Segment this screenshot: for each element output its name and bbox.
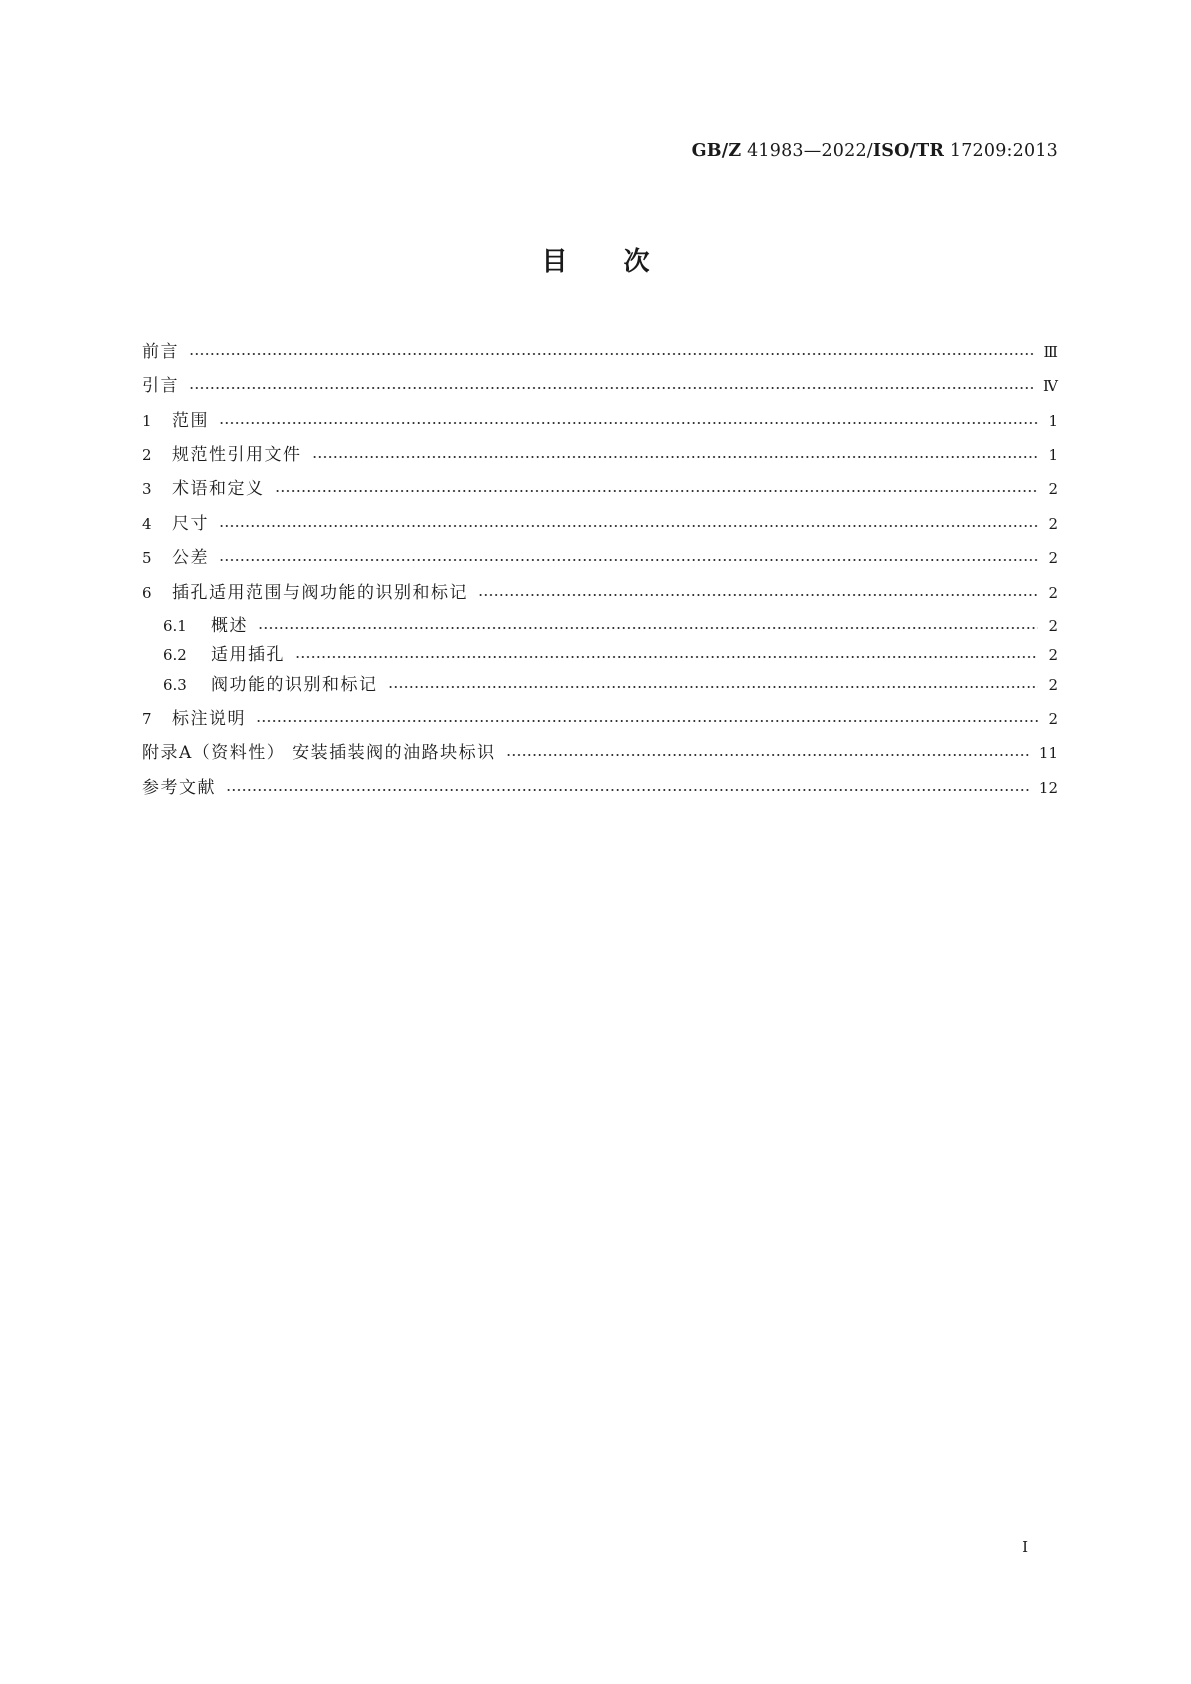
toc-entry-6[interactable]	[142, 581, 1058, 605]
toc-entry-number: 6.1	[163, 617, 187, 635]
toc-entry-bibliography[interactable]	[142, 776, 1058, 800]
toc-entry-text: 标注说明	[172, 709, 246, 729]
toc-entry-text: 适用插孔	[211, 645, 285, 665]
toc-dot-leader	[506, 754, 1029, 756]
toc-dot-leader	[226, 789, 1029, 791]
toc-entry-number: 4	[142, 515, 152, 533]
iso-code: ISO/TR	[872, 141, 945, 161]
toc-dot-leader	[219, 525, 1038, 527]
toc-entry-text: 术语和定义	[172, 479, 265, 499]
toc-entry-number: 3	[142, 480, 152, 498]
toc-entry-5[interactable]	[142, 546, 1058, 570]
toc-dot-leader	[219, 559, 1038, 561]
toc-entry-page: 2	[1048, 515, 1058, 533]
toc-entry-2[interactable]	[142, 443, 1058, 467]
iso-number-year: 17209:2013	[944, 141, 1058, 161]
toc-entry-6-2[interactable]	[163, 643, 1058, 667]
toc-dot-leader	[312, 456, 1039, 458]
toc-entry-page: 1	[1048, 412, 1058, 430]
toc-entry-page: 2	[1048, 676, 1058, 694]
toc-entry-1[interactable]	[142, 409, 1058, 433]
toc-entry-text: 参考文献	[142, 778, 216, 798]
toc-dot-leader	[256, 720, 1038, 722]
toc-entry-text: 范围	[172, 411, 209, 431]
toc-entry-number: 6	[142, 584, 152, 602]
toc-entry-number: 1	[142, 412, 152, 430]
toc-entry-text: 前言	[142, 342, 179, 362]
toc-entry-page: 12	[1038, 779, 1058, 797]
toc-entry-page: 1	[1048, 446, 1058, 464]
toc-entry-text: 插孔适用范围与阀功能的识别和标记	[172, 583, 468, 603]
toc-entry-7[interactable]	[142, 707, 1058, 731]
toc-entry-text: 附录A（资料性） 安装插装阀的油路块标识	[142, 743, 496, 763]
toc-entry-number: 6.2	[163, 646, 187, 664]
toc-entry-text: 公差	[172, 548, 209, 568]
toc-entry-text: 阀功能的识别和标记	[211, 675, 378, 695]
toc-entry-6-1[interactable]	[163, 614, 1058, 638]
toc-entry-page: 2	[1048, 617, 1058, 635]
toc-entry-page: 2	[1048, 710, 1058, 728]
toc-dot-leader	[275, 490, 1039, 492]
toc-entry-page: 11	[1038, 744, 1058, 762]
toc-entry-number: 5	[142, 549, 152, 567]
toc-dot-leader	[478, 594, 1038, 596]
toc-dot-leader	[189, 387, 1033, 389]
toc-entry-3[interactable]	[142, 477, 1058, 501]
toc-entry-text: 引言	[142, 376, 179, 396]
standard-number	[692, 141, 1058, 161]
toc-dot-leader	[258, 627, 1038, 629]
toc-entry-text: 规范性引用文件	[172, 445, 302, 465]
toc-entry-page: 2	[1048, 549, 1058, 567]
page-title: 目次	[541, 247, 706, 277]
toc-entry-4[interactable]	[142, 512, 1058, 536]
toc-entry-6-3[interactable]	[163, 673, 1058, 697]
toc-entry-page: Ⅲ	[1043, 343, 1058, 361]
toc-entry-page: 2	[1048, 480, 1058, 498]
toc-entry-annex-a[interactable]	[142, 741, 1058, 765]
standard-number-year: 41983—2022/	[741, 141, 873, 161]
toc-entry-page: 2	[1048, 646, 1058, 664]
toc-entry-page: Ⅳ	[1043, 377, 1058, 395]
standard-code: GB/Z	[691, 141, 742, 161]
toc-entry-foreword[interactable]	[142, 340, 1058, 364]
toc-entry-page: 2	[1048, 584, 1058, 602]
toc-entry-text: 概述	[211, 616, 248, 636]
toc-entry-text: 尺寸	[172, 514, 209, 534]
page-number: Ⅰ	[1022, 1538, 1028, 1556]
toc-dot-leader	[189, 353, 1034, 355]
toc-entry-number: 7	[142, 710, 152, 728]
toc-dot-leader	[219, 422, 1038, 424]
toc-dot-leader	[295, 656, 1038, 658]
toc-entry-number: 2	[142, 446, 152, 464]
toc-entry-introduction[interactable]	[142, 374, 1058, 398]
toc-dot-leader	[388, 686, 1039, 688]
toc-entry-number: 6.3	[163, 676, 187, 694]
